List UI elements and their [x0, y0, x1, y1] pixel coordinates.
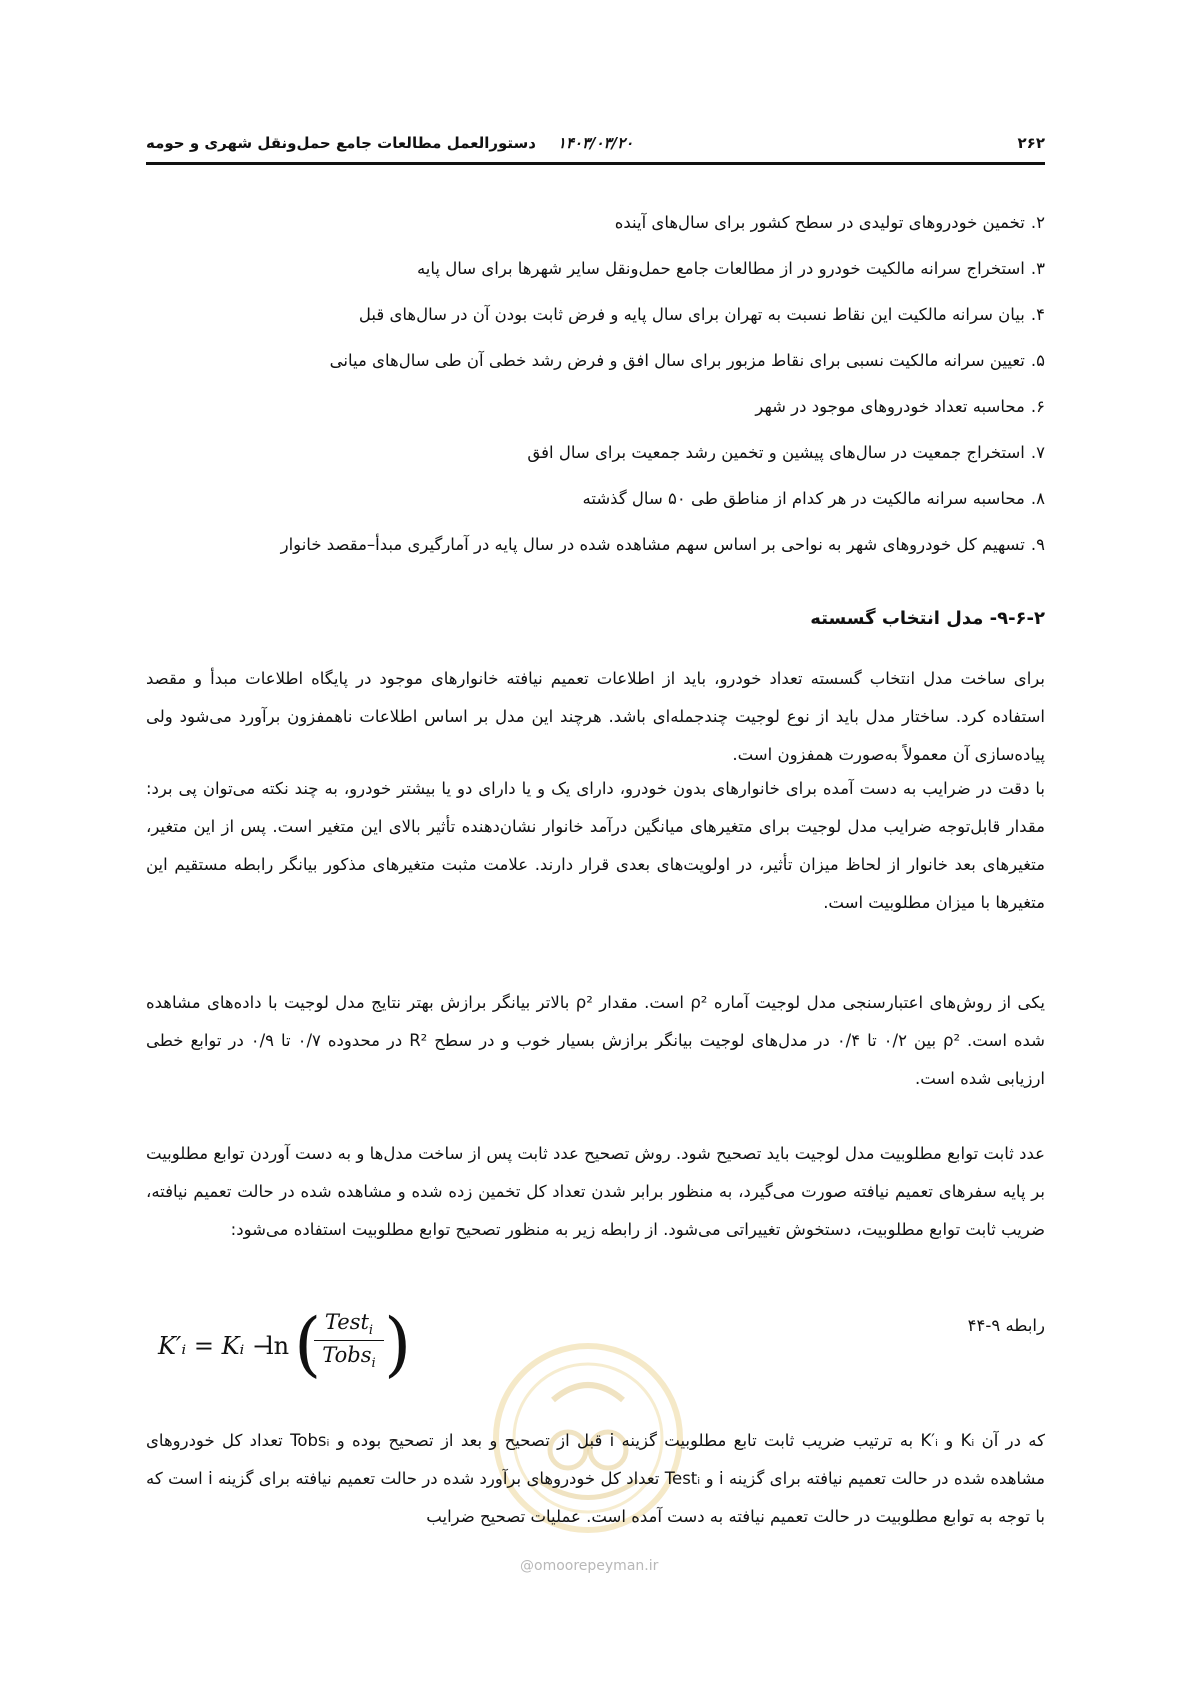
equation-lhs: K′ᵢ = Kᵢ − [158, 1332, 273, 1360]
step-text: محاسبه تعداد خودروهای موجود در شهر [755, 397, 1025, 416]
step-text: تعیین سرانه مالکیت نسبی برای نقاط مزبور برای سال افق و فرض رشد خطی آن طی سال‌های میانی [329, 351, 1025, 370]
step-text: محاسبه سرانه مالکیت در هر کدام از مناطق طی ۵۰ سال گذشته [582, 489, 1025, 508]
page-number: ۲۶۲ [1017, 134, 1045, 152]
list-item [146, 348, 1045, 394]
list-item [146, 210, 1045, 256]
section-heading: ۹-۶-۲- مدل انتخاب گسسته [810, 608, 1045, 629]
header-title: دستورالعمل مطالعات جامع حمل‌ونقل شهری و حومه [146, 134, 536, 152]
paragraph: عدد ثابت توابع مطلوبیت مدل لوجیت باید تصحیح شود. روش تصحیح عدد ثابت پس از ساخت مدل‌ها و به دست آوردن توابع مطلوبیت بر پایه سفرهای تعمیم نیافته صورت می‌گیرد، به منظور برابر شدن تعداد کل تخمین زده شده و مشاهده شده در حالت تعمیم نیافته، ضریب ثابت توابع مطلوبیت، دستخوش تغییراتی می‌شود. از رابطه زیر به منظور تصحیح توابع مطلوبیت استفاده می‌شود: [146, 1144, 1045, 1239]
list-item [146, 532, 1045, 578]
fraction-numerator: Test$_i$ [324, 1310, 374, 1339]
paragraph: یکی از روش‌های اعتبارسنجی مدل لوجیت آماره ρ² است. مقدار ρ² بالاتر بیانگر برازش بهتر نتایج مدل لوجیت با داده‌های مشاهده شده است. ρ² بین ۰/۲ تا ۰/۴ در مدل‌های لوجیت بیانگر برازش بسیار خوب و در سطح R² در محدوده ۰/۷ تا ۰/۹ در توابع خطی ارزیابی شده است. [146, 993, 1045, 1088]
step-number: ۳. [1030, 259, 1045, 278]
list-item [146, 394, 1045, 440]
step-text: تخمین خودروهای تولیدی در سطح کشور برای سال‌های آینده [614, 213, 1025, 232]
step-text: استخراج سرانه مالکیت خودرو در از مطالعات جامع حمل‌ونقل سایر شهرها برای سال پایه [416, 259, 1025, 278]
step-number: ۸. [1030, 489, 1045, 508]
step-number: ۶. [1030, 397, 1045, 416]
right-paren: ) [384, 1303, 412, 1385]
header-rule [146, 162, 1045, 165]
step-number: ۵. [1030, 351, 1045, 370]
list-item [146, 486, 1045, 532]
list-item [146, 256, 1045, 302]
list-item [146, 302, 1045, 348]
header-date: ۱۴۰۳/۰۳/۲۰ [557, 134, 634, 152]
list-item [146, 440, 1045, 486]
step-text: بیان سرانه مالکیت این نقاط نسبت به تهران برای سال پایه و فرض ثابت بودن آن در سال‌های قبل [358, 305, 1025, 324]
fraction-denominator: Tobs$_i$ [314, 1340, 384, 1371]
left-paren: ( [294, 1303, 322, 1385]
step-number: ۴. [1030, 305, 1045, 324]
steps-list [146, 210, 1045, 578]
equation-label: رابطه ۹-۴۴ [967, 1316, 1045, 1335]
paragraph: که در آن Kᵢ و K′ᵢ به ترتیب ضریب ثابت تابع مطلوبیت گزینه i قبل از تصحیح و بعد از تصحیح بوده و Tobsᵢ تعداد کل خودروهای مشاهده شده در حالت تعمیم نیافته برای گزینه i و Testᵢ تعداد کل خودروهای برآورد شده در حالت تعمیم نیافته برای گزینه i است که با توجه به توابع مطلوبیت در حالت تعمیم نیافته به دست آمده است. عملیات تصحیح ضرایب [146, 1431, 1045, 1526]
watermark-url: @omoorepeyman.ir [520, 1558, 659, 1574]
step-number: ۷. [1030, 443, 1045, 462]
paragraph: برای ساخت مدل انتخاب گسسته تعداد خودرو، باید از اطلاعات تعمیم نیافته خانوارهای موجود در پایگاه اطلاعات مبدأ و مقصد استفاده کرد. ساختار مدل باید از نوع لوجیت چندجمله‌ای باشد. هرچند این مدل بر اساس اطلاعات ناهمفزون برآورد می‌شود ولی پیاده‌سازی آن معمولاً به‌صورت همفزون است. [146, 669, 1045, 764]
paragraph: با دقت در ضرایب به دست آمده برای خانوارهای بدون خودرو، دارای یک و یا دارای دو یا بیشتر خودرو، به چند نکته می‌توان پی برد: مقدار قابل‌توجه ضرایب مدل لوجیت برای متغیرهای میانگین درآمد خانوار نشان‌دهنده تأثیر بالای این متغیر است. پس از این متغیر، متغیرهای بعد خانوار از لحاظ میزان تأثیر، در اولویت‌های بعدی قرار دارند. علامت مثبت متغیرهای مذکور بیانگر رابطه مستقیم این متغیرها با میزان مطلوبیت است. [146, 779, 1045, 912]
step-text: تسهیم کل خودروهای شهر به نواحی بر اساس سهم مشاهده شده در سال پایه در آمارگیری مبدأ–مقصد خانوار [280, 535, 1025, 554]
step-text: استخراج جمعیت در سال‌های پیشین و تخمین رشد جمعیت برای سال افق [527, 443, 1025, 462]
equation-44 [158, 1303, 412, 1396]
equation-fraction [314, 1310, 384, 1371]
step-number: ۲. [1030, 213, 1045, 232]
step-number: ۹. [1030, 535, 1045, 554]
equation-ln: ln [266, 1332, 290, 1360]
